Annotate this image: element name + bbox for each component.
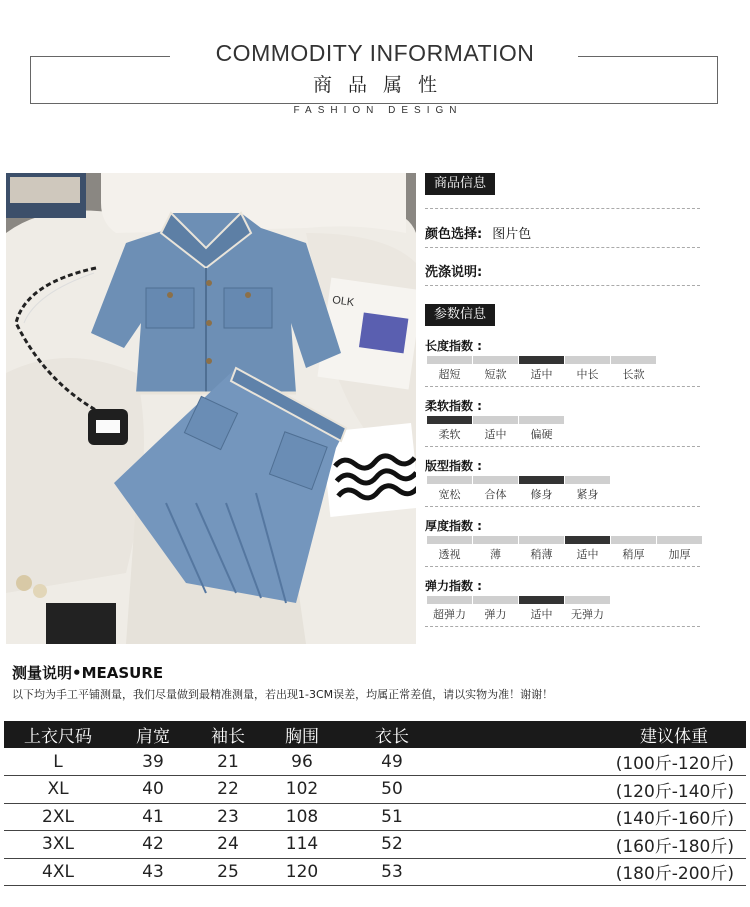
metric-option: 柔软 <box>438 428 461 441</box>
metric-options <box>427 366 656 382</box>
metric-option: 适中 <box>530 368 553 381</box>
size-cell: L <box>4 748 112 776</box>
metric-option: 合体 <box>484 488 507 501</box>
measure-cell: 120 <box>262 858 342 886</box>
metric-bar <box>565 356 610 364</box>
color-value: 图片色 <box>492 227 532 242</box>
metric-options <box>427 486 610 502</box>
metric-scale <box>425 337 705 381</box>
measure-title: 测量说明•MEASURE <box>12 664 164 682</box>
col-header: 袖长 <box>194 721 262 748</box>
metric-option: 偏硬 <box>530 428 553 441</box>
col-header: 建议体重 <box>442 721 746 748</box>
metric-option: 修身 <box>530 488 553 501</box>
measure-cell: 39 <box>112 748 194 776</box>
metric-option: 薄 <box>490 548 501 561</box>
measure-cell: 21 <box>194 748 262 776</box>
metric-option: 稍厚 <box>622 548 645 561</box>
metric-option: 宽松 <box>438 488 461 501</box>
measure-note: 以下均为手工平铺测量，我们尽量做到最精准测量，若出现1-3CM误差，均属正常差值，请以实物为准！谢谢！ <box>12 688 554 701</box>
measure-cell: 53 <box>342 858 442 886</box>
metric-scale <box>425 457 705 501</box>
table-row <box>4 748 746 776</box>
wash-key: 洗涤说明: <box>425 265 483 280</box>
size-table-header <box>4 721 746 748</box>
metric-scale <box>425 517 705 561</box>
metric-bars <box>427 356 656 364</box>
table-row <box>4 831 746 859</box>
metric-bar <box>611 536 656 544</box>
metric-bar-selected <box>519 476 564 484</box>
measure-cell: 22 <box>194 776 262 804</box>
measure-cell: 51 <box>342 803 442 831</box>
measure-cell: 40 <box>112 776 194 804</box>
metric-options <box>427 546 702 562</box>
magazine-label: OLK <box>331 294 355 309</box>
metric-option: 超短 <box>438 368 461 381</box>
size-cell: 3XL <box>4 831 112 859</box>
weight-cell: (140斤-160斤) <box>442 803 746 831</box>
col-header: 胸围 <box>262 721 342 748</box>
metric-bar-selected <box>519 596 564 604</box>
metric-label: 长度指数 : <box>425 339 482 353</box>
metric-bars <box>427 596 610 604</box>
table-row <box>4 803 746 831</box>
metric-bar <box>519 536 564 544</box>
weight-cell: (100斤-120斤) <box>442 748 746 776</box>
metric-option: 稍薄 <box>530 548 553 561</box>
measure-cell: 24 <box>194 831 262 859</box>
metric-bar-selected <box>519 356 564 364</box>
metric-options <box>427 606 610 622</box>
metric-scale <box>425 577 705 621</box>
measure-cell: 25 <box>194 858 262 886</box>
metric-scale <box>425 397 705 441</box>
metric-option: 短款 <box>484 368 507 381</box>
metric-option: 弹力 <box>484 608 507 621</box>
col-header: 上衣尺码 <box>4 721 112 748</box>
metric-options <box>427 426 564 442</box>
header-title-cn: 商品属性 <box>312 74 453 96</box>
metric-label: 厚度指数 : <box>425 519 482 533</box>
weight-cell: (120斤-140斤) <box>442 776 746 804</box>
params-info-tag: 参数信息 <box>425 304 495 326</box>
measure-cell: 114 <box>262 831 342 859</box>
metric-option: 超弹力 <box>433 608 466 621</box>
metric-bars <box>427 536 702 544</box>
metric-label: 柔软指数 : <box>425 399 482 413</box>
weight-cell: (180斤-200斤) <box>442 858 746 886</box>
table-row <box>4 858 746 886</box>
metric-bar <box>565 596 610 604</box>
metric-option: 加厚 <box>668 548 691 561</box>
metric-bar <box>473 536 518 544</box>
col-header: 衣长 <box>342 721 442 748</box>
measure-cell: 50 <box>342 776 442 804</box>
col-header: 肩宽 <box>112 721 194 748</box>
measure-cell: 49 <box>342 748 442 776</box>
wash-row <box>425 261 482 280</box>
metric-option: 透视 <box>438 548 461 561</box>
product-photo <box>6 173 416 644</box>
measure-cell: 42 <box>112 831 194 859</box>
metric-bar <box>657 536 702 544</box>
metric-bar-selected <box>427 416 472 424</box>
metric-bar <box>473 476 518 484</box>
divider <box>425 446 700 447</box>
color-row <box>425 223 531 242</box>
measure-cell: 41 <box>112 803 194 831</box>
metric-bar <box>473 416 518 424</box>
metric-option: 适中 <box>576 548 599 561</box>
divider <box>425 208 700 209</box>
metric-bar <box>473 596 518 604</box>
metric-label: 弹力指数 : <box>425 579 482 593</box>
divider <box>425 285 700 286</box>
metric-bar <box>519 416 564 424</box>
color-key: 颜色选择: <box>425 227 483 242</box>
size-cell: 4XL <box>4 858 112 886</box>
measure-cell: 96 <box>262 748 342 776</box>
size-cell: 2XL <box>4 803 112 831</box>
metric-option: 适中 <box>530 608 553 621</box>
product-info-tag: 商品信息 <box>425 173 495 195</box>
measure-cell: 43 <box>112 858 194 886</box>
metric-label: 版型指数 : <box>425 459 482 473</box>
weight-cell: (160斤-180斤) <box>442 831 746 859</box>
size-table <box>4 721 746 886</box>
divider <box>425 247 700 248</box>
metric-bars <box>427 476 610 484</box>
metric-bar <box>473 356 518 364</box>
measure-cell: 102 <box>262 776 342 804</box>
divider <box>425 566 700 567</box>
header-tagline: FASHION DESIGN <box>293 105 463 116</box>
metric-option: 适中 <box>484 428 507 441</box>
size-cell: XL <box>4 776 112 804</box>
metric-bar <box>611 356 656 364</box>
metric-bar <box>565 476 610 484</box>
metric-bars <box>427 416 564 424</box>
metric-option: 无弹力 <box>571 608 604 621</box>
table-row <box>4 776 746 804</box>
metric-option: 长款 <box>622 368 645 381</box>
metric-bar <box>427 356 472 364</box>
metric-bar <box>427 596 472 604</box>
metric-option: 中长 <box>576 368 599 381</box>
metric-bar-selected <box>565 536 610 544</box>
divider <box>425 506 700 507</box>
divider <box>425 386 700 387</box>
divider <box>425 626 700 627</box>
metric-bar <box>427 476 472 484</box>
metric-option: 紧身 <box>576 488 599 501</box>
measure-cell: 23 <box>194 803 262 831</box>
metric-bar <box>427 536 472 544</box>
product-photo-illustration <box>6 173 416 644</box>
measure-cell: 108 <box>262 803 342 831</box>
measure-cell: 52 <box>342 831 442 859</box>
header-title-en: COMMODITY INFORMATION <box>215 40 535 66</box>
